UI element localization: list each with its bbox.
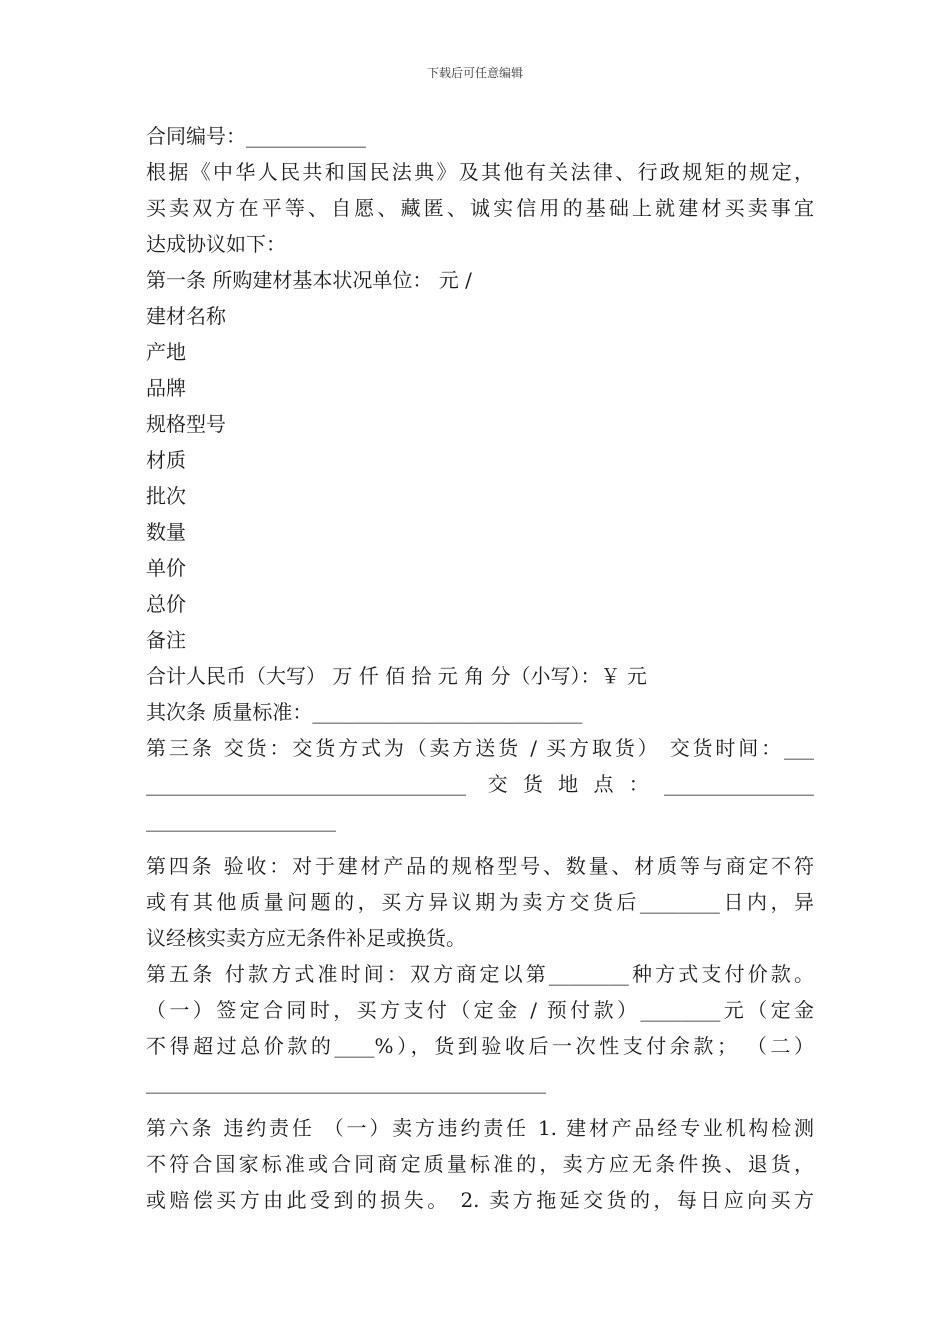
article-2-line: 其次条 质量标准：___________________________ <box>146 700 583 724</box>
article-3-line-1: 第三条 交货：交货方式为（卖方送货 / 买方取货） 交货时间：___ <box>146 736 814 760</box>
article-5-line-4: ________________________________________ <box>146 1070 546 1094</box>
field-batch: 批次 <box>146 484 186 508</box>
field-unit-price: 单价 <box>146 556 186 580</box>
total-amount-line: 合计人民币（大写） 万 仟 佰 拾 元 角 分（小写）：￥ 元 <box>146 664 647 688</box>
article-4-line-3: 议经核实卖方应无条件补足或换货。 <box>146 926 466 950</box>
field-total-price: 总价 <box>146 592 186 616</box>
article-3-line-2: ________________________________ 交货地点：_______________ <box>146 772 814 796</box>
article-3-line-3: ___________________ <box>146 808 336 832</box>
preamble-line-3: 达成协议如下： <box>146 232 286 256</box>
article-4-line-1: 第四条 验收：对于建材产品的规格型号、数量、材质等与商定不符 <box>146 854 814 878</box>
article-5-line-3: 不得超过总价款的____%），货到验收后一次性支付余款； （二） <box>146 1034 814 1058</box>
field-material: 材质 <box>146 448 186 472</box>
article-5-line-2: （一）签定合同时，买方支付（定金 / 预付款）________元（定金 <box>146 998 814 1022</box>
field-brand: 品牌 <box>146 376 186 400</box>
article-6-line-1: 第六条 违约责任 （一）卖方违约责任 1. 建材产品经专业机构检测 <box>146 1116 814 1140</box>
article-5-line-1: 第五条 付款方式准时间：双方商定以第________种方式支付价款。 <box>146 962 814 986</box>
article-1-title: 第一条 所购建材基本状况单位： 元 / <box>146 268 472 292</box>
field-remarks: 备注 <box>146 628 186 652</box>
field-spec-model: 规格型号 <box>146 412 226 436</box>
document-body <box>146 118 814 1218</box>
article-6-line-3: 或赔偿买方由此受到的损失。 2. 卖方拖延交货的，每日应向买方 <box>146 1188 814 1212</box>
preamble-line-2: 买卖双方在平等、自愿、藏匿、诚实信用的基础上就建材买卖事宜 <box>146 196 814 220</box>
article-4-line-2: 或有其他质量问题的，买方异议期为卖方交货后________日内，异 <box>146 890 814 914</box>
preamble-line-1: 根据《中华人民共和国民法典》及其他有关法律、行政规矩的规定， <box>146 160 814 184</box>
field-origin: 产地 <box>146 340 186 364</box>
article-6-line-2: 不符合国家标准或合同商定质量标准的，卖方应无条件换、退货， <box>146 1152 814 1176</box>
contract-number-line: 合同编号：____________ <box>146 124 366 148</box>
field-quantity: 数量 <box>146 520 186 544</box>
page-header: 下载后可任意编辑 <box>426 66 523 80</box>
field-material-name: 建材名称 <box>146 304 226 328</box>
